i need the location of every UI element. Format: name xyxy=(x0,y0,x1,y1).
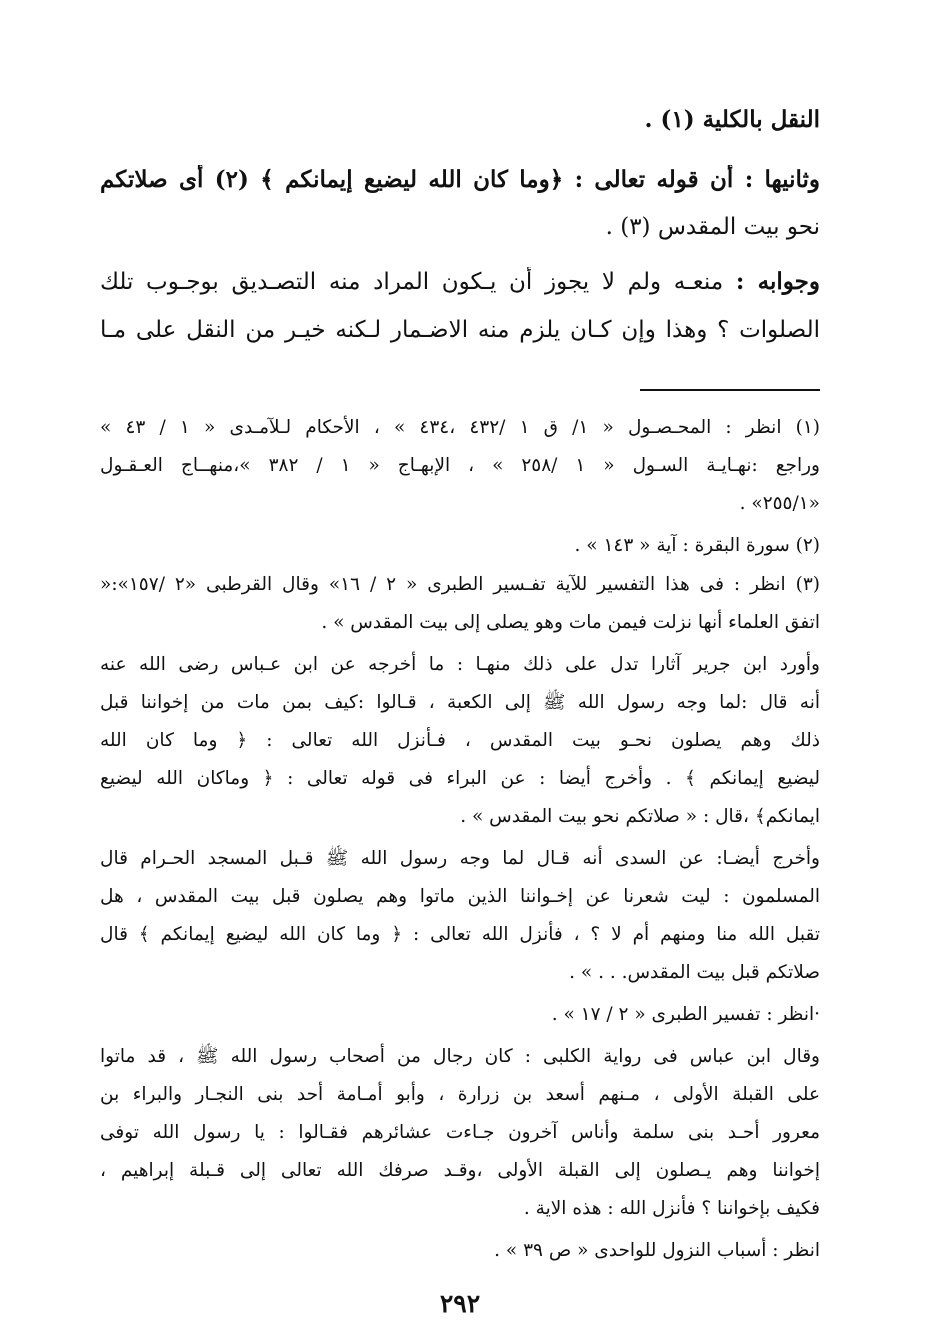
section-lead-answer: وجوابه : xyxy=(735,268,820,295)
footnote-3-line-13: وقال ابن عباس فى رواية الكلبى : كان رجال من أصحاب رسول الله ﷺ ، قد ماتوا xyxy=(100,1046,820,1067)
footnote-3-line-5: ذلك وهم يصلون نحـو بيت المقدس ، فـأنزل الله تعالى : ﴿ وما كان الله xyxy=(100,730,820,751)
book-page xyxy=(100,0,820,1337)
body-line-2-text: أن قوله تعالى : ﴿وما كان الله ليضيع إيمانكم ﴾ (٢) أى صلاتكم xyxy=(100,166,745,193)
footnote-3-line-10: تقبل الله منا ومنهم أم لا ؟ ، فأنزل الله تعالى : ﴿ وما كان الله ليضيع إيمانكم ﴾ قال xyxy=(100,924,820,945)
footnote-3-line-9: المسلمون : ليت شعرنا عن إخـواننا الذين ماتوا وهم يصلون قبل بيت المقدس ، هل xyxy=(100,886,820,907)
body-line-5: الصلوات ؟ وهذا وإن كـان يلزم منه الاضـمار لـكنه خيـر من النقل على مـا xyxy=(100,317,820,343)
footnote-3-line-12: ·انظر : تفسير الطبرى « ٢ / ١٧ » . xyxy=(551,1004,820,1025)
body-line-2 xyxy=(100,165,820,195)
footnote-3-line-8: وأخرج أيضـا: عن السدى أنه قـال لما وجه رسول الله ﷺ قـبل المسجد الحـرام قال xyxy=(100,848,820,869)
footnote-3-line-1: (٣) انظر : فى هذا التفسير للآية تفـسير الطبرى « ٢ / ١٦» وقال القرطبى «٢ /١٥٧»:« xyxy=(100,574,820,595)
footnote-3-line-4: أنه قال :لما وجه رسول الله ﷺ إلى الكعبة ، قـالوا :كيف بمن مات من إخواننا قبل xyxy=(100,692,820,713)
footnote-1-line-3: «٢٥٥/١» . xyxy=(739,493,820,514)
footnote-3-line-7: ايمانكم﴾ ،قال : « صلاتكم نحو بيت المقدس » . xyxy=(460,806,820,827)
footnote-3-line-15: معرور أحـد بنى سلمة وأناس آخرون جـاءت عشائرهم فقـالوا : يا رسول الله توفى xyxy=(100,1122,820,1143)
footnote-1-line-1: (١) انظر : المحـصـول « ١/ ق ١ /٤٣٢ ،٤٣٤ » ، الأحكام لـلآمـدى « ١ / ٤٣ » xyxy=(100,417,820,438)
footnote-3-line-16: إخواننا وهم يـصلون إلى القبلة الأولى ،وقـد صرفك الله تعالى إلى قـبلة إبراهيم ، xyxy=(100,1160,820,1181)
footnote-3-line-2: اتفق العلماء أنها نزلت فيمن مات وهو يصلى إلى بيت المقدس » . xyxy=(321,612,820,633)
body-line-1: النقل بالكلية (١) . xyxy=(644,106,820,133)
page-number: ٢٩٢ xyxy=(439,1289,481,1318)
footnote-3-line-14: على القبلة الأولى ، مـنهم أسعد بن زرارة ، وأبو أمـامة أحد بنى النجـار والبراء بن xyxy=(100,1084,820,1105)
footnote-1-line-2: وراجع :نهـايـة السـول « ١ /٢٥٨ » ، الإبهـاج « ١ / ٣٨٢ »،منهــاج العـقـول xyxy=(100,455,820,476)
body-line-4-text: منعـه ولم لا يجوز أن يـكون المراد منه التصـديق بوجـوب تلك xyxy=(100,269,736,295)
footnote-separator xyxy=(640,389,820,391)
footnote-3-line-17: فكيف بإخواننا ؟ فأنزل الله : هذه الاية . xyxy=(523,1198,820,1219)
section-lead-second: وثانيها : xyxy=(744,166,820,193)
body-line-3: نحو بيت المقدس (٣) . xyxy=(605,214,820,240)
footnote-3-line-11: صلاتكم قبل بيت المقدس. . . » . xyxy=(569,962,820,983)
footnote-3-line-18: انظر : أسباب النزول للواحدى « ص ٣٩ » . xyxy=(494,1240,820,1261)
body-line-4 xyxy=(100,267,820,297)
footnote-2: (٢) سورة البقرة : آية « ١٤٣ » . xyxy=(574,535,820,556)
footnote-3-line-6: ليضيع إيمانكم ﴾ . وأخرج أيضا : عن البراء فى قوله تعالى : ﴿ وماكان الله ليضيع xyxy=(100,768,820,789)
footnote-3-line-3: وأورد ابن جرير آثارا تدل على ذلك منهـا : ما أخرجه عن ابن عـباس رضى الله عنه xyxy=(100,654,820,675)
